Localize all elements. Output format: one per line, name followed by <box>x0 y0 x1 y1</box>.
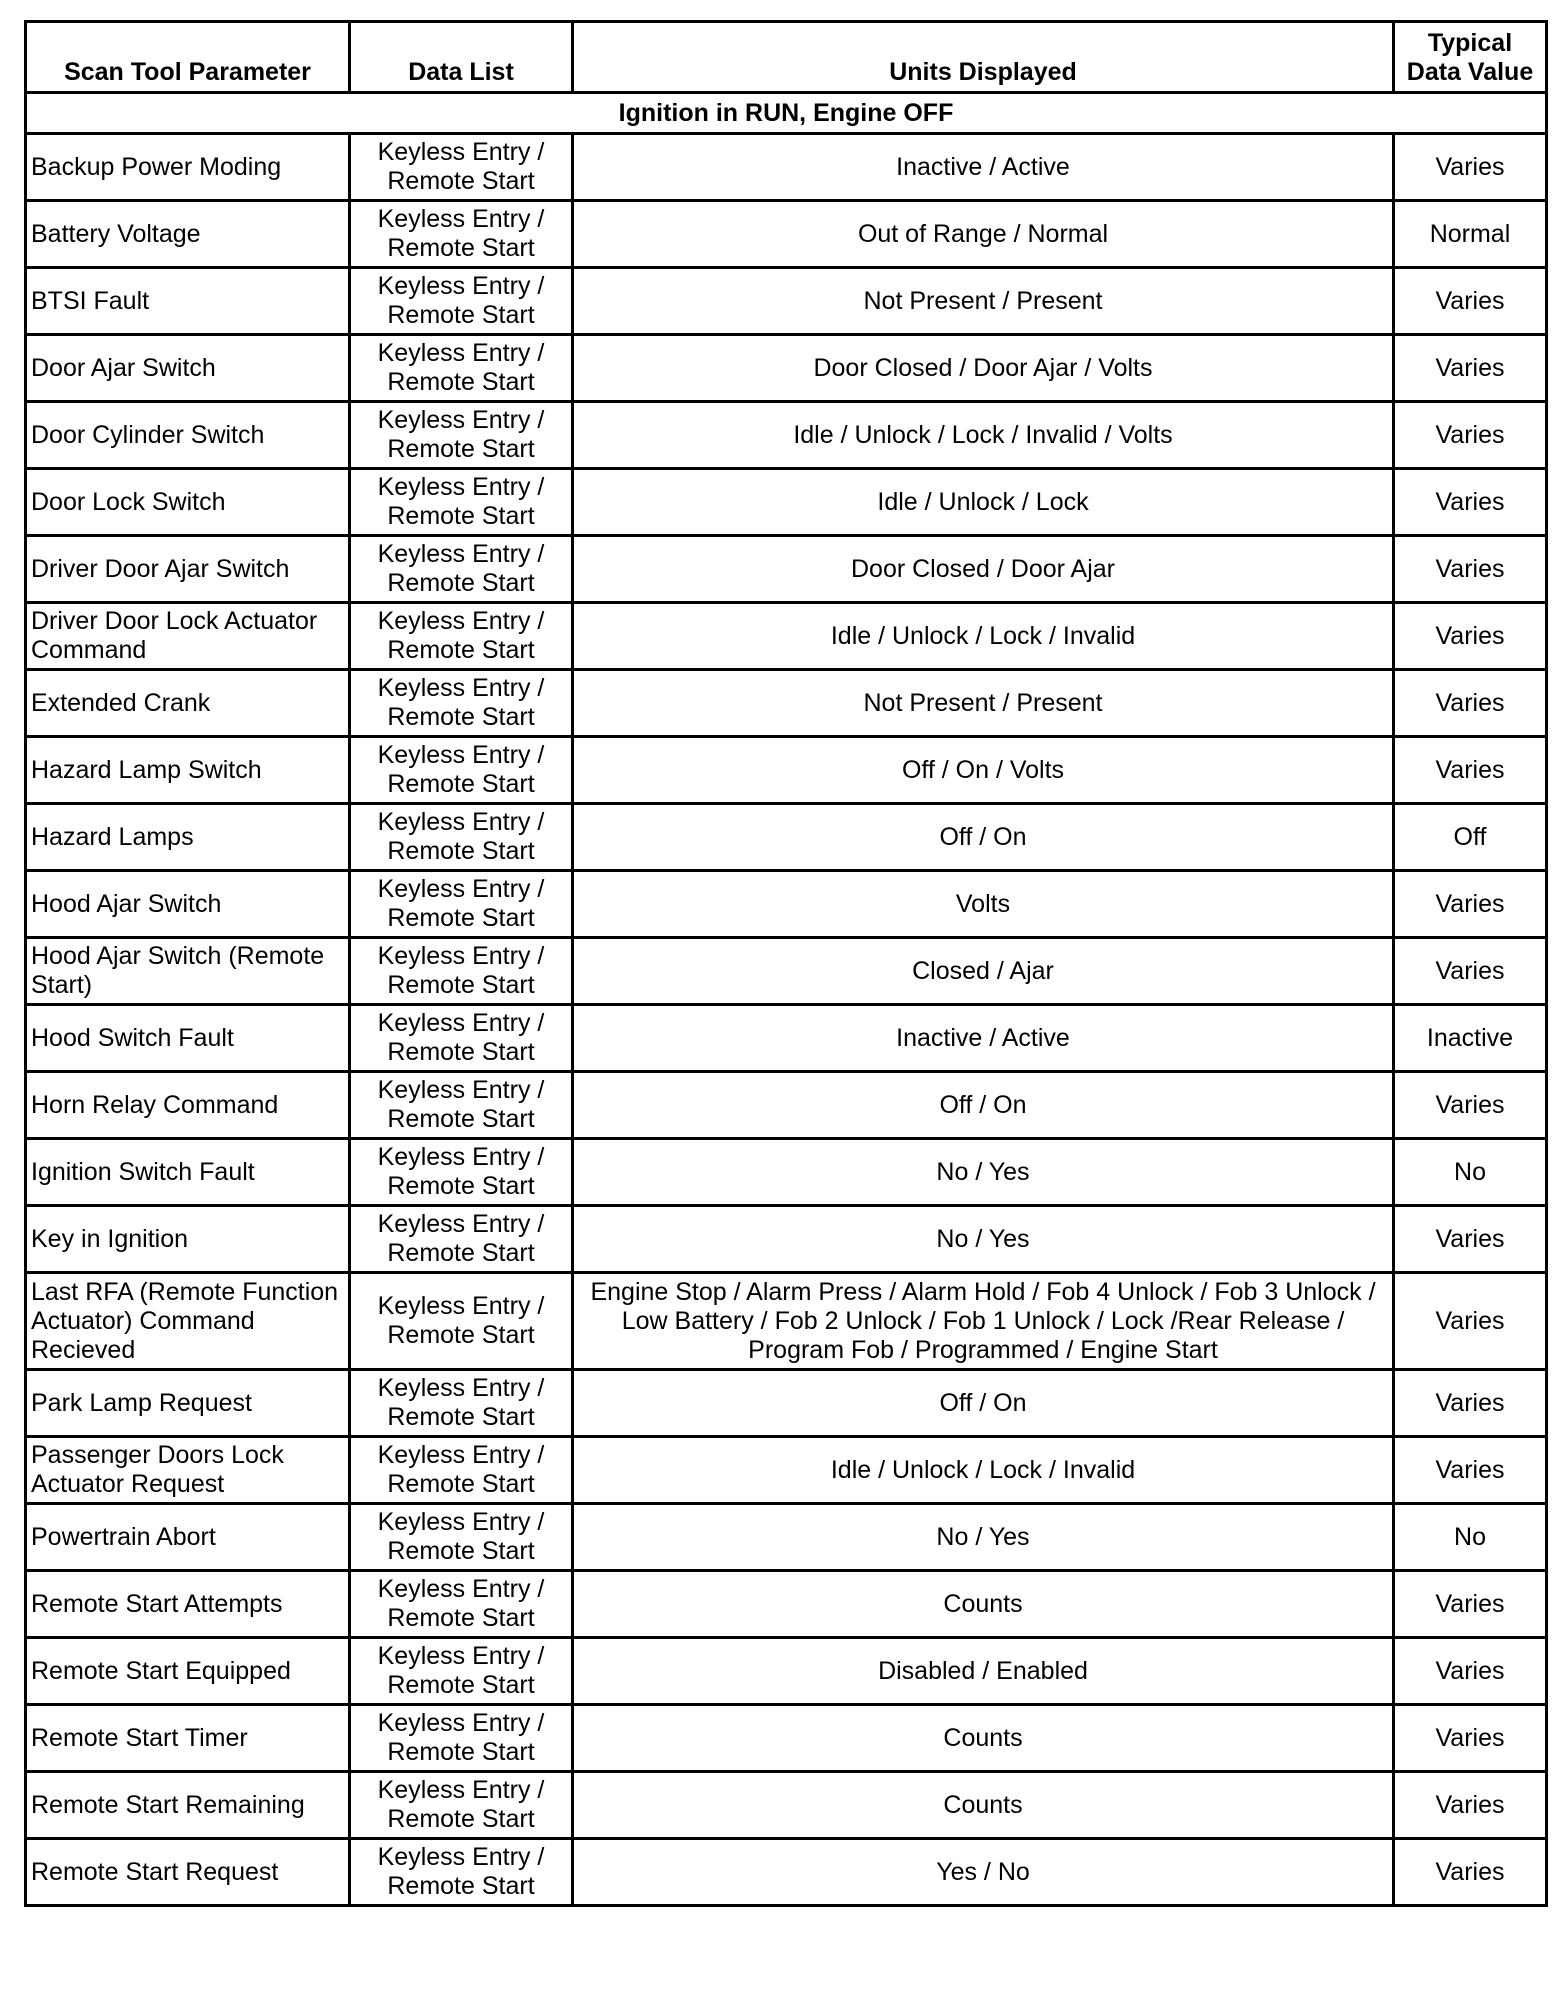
cell-typical-value: Varies <box>1394 1206 1547 1273</box>
cell-units-displayed: Off / On <box>573 1072 1394 1139</box>
cell-units-displayed: Off / On <box>573 804 1394 871</box>
data-list-line1: Keyless Entry / <box>377 138 545 166</box>
cell-units-displayed: No / Yes <box>573 1206 1394 1273</box>
data-list-line1: Keyless Entry / <box>377 741 545 769</box>
cell-typical-value: No <box>1394 1139 1547 1206</box>
cell-typical-value: No <box>1394 1504 1547 1571</box>
table-row <box>26 1705 1547 1772</box>
data-list-line1: Keyless Entry / <box>377 674 545 702</box>
cell-typical-value: Varies <box>1394 1072 1547 1139</box>
cell-data-list <box>350 603 573 670</box>
data-list-line2: Remote Start <box>387 301 535 329</box>
cell-parameter: Horn Relay Command <box>26 1072 350 1139</box>
table-row <box>26 1638 1547 1705</box>
scan-tool-data-table <box>24 20 1548 1907</box>
data-list-line1: Keyless Entry / <box>377 540 545 568</box>
data-list-line2: Remote Start <box>387 368 535 396</box>
cell-typical-value: Off <box>1394 804 1547 871</box>
cell-parameter: Park Lamp Request <box>26 1370 350 1437</box>
data-list-line2: Remote Start <box>387 1671 535 1699</box>
table-row <box>26 536 1547 603</box>
data-list-line1: Keyless Entry / <box>377 339 545 367</box>
cell-data-list <box>350 469 573 536</box>
table-row <box>26 1206 1547 1273</box>
cell-typical-value: Varies <box>1394 1571 1547 1638</box>
data-list-line1: Keyless Entry / <box>377 1374 545 1402</box>
cell-data-list <box>350 1273 573 1370</box>
cell-data-list <box>350 670 573 737</box>
data-list-line1: Keyless Entry / <box>377 272 545 300</box>
table-row <box>26 603 1547 670</box>
table-row <box>26 1005 1547 1072</box>
cell-typical-value: Varies <box>1394 1638 1547 1705</box>
cell-data-list <box>350 1437 573 1504</box>
data-list-line1: Keyless Entry / <box>377 942 545 970</box>
section-title: Ignition in RUN, Engine OFF <box>26 93 1547 134</box>
data-list-line1: Keyless Entry / <box>377 1143 545 1171</box>
header-typical-data-value <box>1394 22 1547 93</box>
cell-parameter: Remote Start Timer <box>26 1705 350 1772</box>
data-list-line2: Remote Start <box>387 1105 535 1133</box>
cell-typical-value: Varies <box>1394 1273 1547 1370</box>
cell-typical-value: Varies <box>1394 603 1547 670</box>
cell-typical-value: Varies <box>1394 1772 1547 1839</box>
cell-parameter: Battery Voltage <box>26 201 350 268</box>
data-list-line1: Keyless Entry / <box>377 1009 545 1037</box>
cell-data-list <box>350 536 573 603</box>
cell-units-displayed: Door Closed / Door Ajar / Volts <box>573 335 1394 402</box>
cell-data-list <box>350 1504 573 1571</box>
cell-units-displayed: Closed / Ajar <box>573 938 1394 1005</box>
cell-typical-value: Varies <box>1394 134 1547 201</box>
data-list-line2: Remote Start <box>387 1470 535 1498</box>
cell-data-list <box>350 804 573 871</box>
cell-parameter: Last RFA (Remote Function Actuator) Command Recieved <box>26 1273 350 1370</box>
data-list-line2: Remote Start <box>387 703 535 731</box>
table-row <box>26 402 1547 469</box>
header-typical-line1: Typical <box>1427 29 1513 57</box>
data-list-line2: Remote Start <box>387 636 535 664</box>
table-row <box>26 1504 1547 1571</box>
data-list-line2: Remote Start <box>387 1403 535 1431</box>
data-list-line2: Remote Start <box>387 1239 535 1267</box>
cell-units-displayed: Idle / Unlock / Lock <box>573 469 1394 536</box>
cell-typical-value: Normal <box>1394 201 1547 268</box>
data-list-line1: Keyless Entry / <box>377 607 545 635</box>
data-list-line1: Keyless Entry / <box>377 406 545 434</box>
table-row <box>26 804 1547 871</box>
cell-data-list <box>350 402 573 469</box>
cell-units-displayed: No / Yes <box>573 1504 1394 1571</box>
data-list-line2: Remote Start <box>387 770 535 798</box>
data-list-line2: Remote Start <box>387 1604 535 1632</box>
cell-units-displayed: Off / On <box>573 1370 1394 1437</box>
cell-units-displayed: Out of Range / Normal <box>573 201 1394 268</box>
data-list-line2: Remote Start <box>387 1537 535 1565</box>
section-row <box>26 93 1547 134</box>
cell-units-displayed: Door Closed / Door Ajar <box>573 536 1394 603</box>
table-row <box>26 1772 1547 1839</box>
cell-data-list <box>350 938 573 1005</box>
data-list-line2: Remote Start <box>387 167 535 195</box>
cell-units-displayed: Counts <box>573 1705 1394 1772</box>
data-list-line1: Keyless Entry / <box>377 1843 545 1871</box>
cell-parameter: Remote Start Remaining <box>26 1772 350 1839</box>
data-list-line2: Remote Start <box>387 234 535 262</box>
data-list-line1: Keyless Entry / <box>377 1292 545 1320</box>
cell-typical-value: Varies <box>1394 1839 1547 1906</box>
data-list-line2: Remote Start <box>387 904 535 932</box>
cell-units-displayed: Not Present / Present <box>573 670 1394 737</box>
table-row <box>26 871 1547 938</box>
cell-typical-value: Varies <box>1394 335 1547 402</box>
cell-parameter: BTSI Fault <box>26 268 350 335</box>
cell-units-displayed: Volts <box>573 871 1394 938</box>
cell-typical-value: Varies <box>1394 670 1547 737</box>
header-scan-tool-parameter: Scan Tool Parameter <box>26 22 350 93</box>
table-row <box>26 201 1547 268</box>
cell-data-list <box>350 871 573 938</box>
data-list-line1: Keyless Entry / <box>377 1508 545 1536</box>
cell-parameter: Door Ajar Switch <box>26 335 350 402</box>
header-units-displayed: Units Displayed <box>573 22 1394 93</box>
cell-parameter: Door Lock Switch <box>26 469 350 536</box>
data-list-line1: Keyless Entry / <box>377 473 545 501</box>
table-row <box>26 1072 1547 1139</box>
data-list-line2: Remote Start <box>387 569 535 597</box>
cell-units-displayed: Yes / No <box>573 1839 1394 1906</box>
cell-parameter: Hood Ajar Switch (Remote Start) <box>26 938 350 1005</box>
cell-typical-value: Varies <box>1394 469 1547 536</box>
cell-units-displayed: No / Yes <box>573 1139 1394 1206</box>
data-list-line2: Remote Start <box>387 435 535 463</box>
cell-parameter: Key in Ignition <box>26 1206 350 1273</box>
cell-units-displayed: Idle / Unlock / Lock / Invalid <box>573 603 1394 670</box>
data-list-line1: Keyless Entry / <box>377 205 545 233</box>
cell-data-list <box>350 1139 573 1206</box>
cell-units-displayed: Counts <box>573 1772 1394 1839</box>
cell-parameter: Passenger Doors Lock Actuator Request <box>26 1437 350 1504</box>
table-row <box>26 469 1547 536</box>
cell-parameter: Remote Start Attempts <box>26 1571 350 1638</box>
data-list-line1: Keyless Entry / <box>377 1076 545 1104</box>
data-list-line2: Remote Start <box>387 837 535 865</box>
cell-units-displayed: Idle / Unlock / Lock / Invalid <box>573 1437 1394 1504</box>
cell-parameter: Hood Switch Fault <box>26 1005 350 1072</box>
cell-units-displayed: Engine Stop / Alarm Press / Alarm Hold / Fob 4 Unlock / Fob 3 Unlock / Low Battery / Fob 2 Unlock / Fob 1 Unlock / Lock /Rear Release / Program Fob / Programmed / Engine Start <box>573 1273 1394 1370</box>
data-list-line1: Keyless Entry / <box>377 1776 545 1804</box>
cell-typical-value: Varies <box>1394 737 1547 804</box>
cell-units-displayed: Inactive / Active <box>573 1005 1394 1072</box>
cell-data-list <box>350 1005 573 1072</box>
cell-units-displayed: Counts <box>573 1571 1394 1638</box>
table-body <box>26 93 1547 1906</box>
cell-typical-value: Varies <box>1394 871 1547 938</box>
cell-data-list <box>350 737 573 804</box>
cell-typical-value: Varies <box>1394 1370 1547 1437</box>
data-list-line2: Remote Start <box>387 1738 535 1766</box>
table-row <box>26 1273 1547 1370</box>
cell-typical-value: Varies <box>1394 536 1547 603</box>
table-row <box>26 268 1547 335</box>
cell-data-list <box>350 1571 573 1638</box>
data-list-line2: Remote Start <box>387 502 535 530</box>
table-row <box>26 1571 1547 1638</box>
cell-data-list <box>350 134 573 201</box>
cell-units-displayed: Disabled / Enabled <box>573 1638 1394 1705</box>
cell-parameter: Backup Power Moding <box>26 134 350 201</box>
table-row <box>26 1437 1547 1504</box>
table-header-row <box>26 22 1547 93</box>
cell-data-list <box>350 1206 573 1273</box>
cell-data-list <box>350 1370 573 1437</box>
cell-parameter: Ignition Switch Fault <box>26 1139 350 1206</box>
header-data-list: Data List <box>350 22 573 93</box>
cell-units-displayed: Not Present / Present <box>573 268 1394 335</box>
table-row <box>26 1370 1547 1437</box>
cell-units-displayed: Inactive / Active <box>573 134 1394 201</box>
cell-data-list <box>350 1839 573 1906</box>
header-typical-line2: Data Value <box>1406 58 1534 86</box>
table-row <box>26 134 1547 201</box>
cell-parameter: Powertrain Abort <box>26 1504 350 1571</box>
cell-data-list <box>350 201 573 268</box>
cell-data-list <box>350 335 573 402</box>
cell-parameter: Extended Crank <box>26 670 350 737</box>
cell-typical-value: Varies <box>1394 402 1547 469</box>
cell-data-list <box>350 1772 573 1839</box>
data-list-line1: Keyless Entry / <box>377 1709 545 1737</box>
cell-typical-value: Inactive <box>1394 1005 1547 1072</box>
cell-data-list <box>350 1638 573 1705</box>
cell-units-displayed: Idle / Unlock / Lock / Invalid / Volts <box>573 402 1394 469</box>
cell-parameter: Remote Start Equipped <box>26 1638 350 1705</box>
data-list-line1: Keyless Entry / <box>377 1210 545 1238</box>
data-list-line1: Keyless Entry / <box>377 808 545 836</box>
table-row <box>26 938 1547 1005</box>
cell-parameter: Remote Start Request <box>26 1839 350 1906</box>
data-list-line2: Remote Start <box>387 971 535 999</box>
cell-data-list <box>350 1072 573 1139</box>
cell-units-displayed: Off / On / Volts <box>573 737 1394 804</box>
cell-data-list <box>350 1705 573 1772</box>
cell-typical-value: Varies <box>1394 938 1547 1005</box>
table-row <box>26 737 1547 804</box>
table-row <box>26 670 1547 737</box>
data-list-line2: Remote Start <box>387 1172 535 1200</box>
cell-parameter: Hazard Lamp Switch <box>26 737 350 804</box>
data-list-line1: Keyless Entry / <box>377 1441 545 1469</box>
table-row <box>26 1839 1547 1906</box>
table-row <box>26 335 1547 402</box>
cell-parameter: Driver Door Lock Actuator Command <box>26 603 350 670</box>
data-list-line1: Keyless Entry / <box>377 875 545 903</box>
cell-typical-value: Varies <box>1394 268 1547 335</box>
cell-parameter: Driver Door Ajar Switch <box>26 536 350 603</box>
scan-tool-data-table-wrapper <box>24 20 1545 1907</box>
cell-parameter: Hood Ajar Switch <box>26 871 350 938</box>
data-list-line2: Remote Start <box>387 1321 535 1349</box>
cell-typical-value: Varies <box>1394 1437 1547 1504</box>
cell-parameter: Hazard Lamps <box>26 804 350 871</box>
cell-typical-value: Varies <box>1394 1705 1547 1772</box>
table-row <box>26 1139 1547 1206</box>
data-list-line2: Remote Start <box>387 1038 535 1066</box>
data-list-line2: Remote Start <box>387 1805 535 1833</box>
data-list-line1: Keyless Entry / <box>377 1642 545 1670</box>
cell-data-list <box>350 268 573 335</box>
data-list-line2: Remote Start <box>387 1872 535 1900</box>
data-list-line1: Keyless Entry / <box>377 1575 545 1603</box>
cell-parameter: Door Cylinder Switch <box>26 402 350 469</box>
